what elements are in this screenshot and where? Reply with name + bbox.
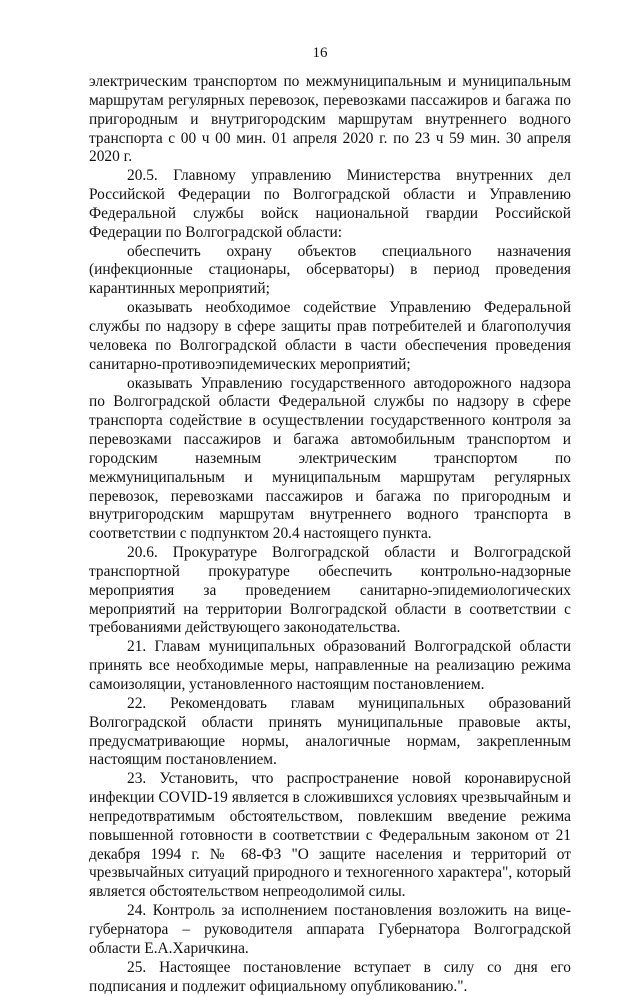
paragraph-20-6: 20.6. Прокуратуре Волгоградской области и Волгоградской транспортной прокуратуре обеспечить контрольно-надзорные мероприятия за проведением санитарно-эпидемиологических мероприятий на территории Волгоградской области в соответствии с требованиями действующего законодательства. xyxy=(89,544,571,637)
paragraph-20-5: 20.5. Главному управлению Министерства внутренних дел Российской Федерации по Волгоградской области и Управлению Федеральной службы войск национальной гвардии Российской Федерации по Волгоградской области: xyxy=(89,167,571,241)
paragraph-23: 23. Установить, что распространение новой коронавирусной инфекции COVID-19 является в сложившихся условиях чрезвычайным и непредотвратимым обстоятельством, повлекшим введение режима повышенной готовности в соответствии с Федеральным законом от 21 декабря 1994 г. № 68-ФЗ "О защите населения и территорий от чрезвычайных ситуаций природного и техногенного характера", который является обстоятельством непреодолимой силы. xyxy=(89,770,571,901)
paragraph-continuation: электрическим транспортом по межмуниципальным и муниципальным маршрутам регулярных перевозок, перевозками пассажиров и багажа по пригородным и внутригородским маршрутам внутреннего водного транспорта с 00 ч 00 мин. 01 апреля 2020 г. по 23 ч 59 мин. 30 апреля 2020 г. xyxy=(89,73,571,166)
paragraph-20-5-item-transport: оказывать Управлению государственного автодорожного надзора по Волгоградской области Федеральной службы по надзору в сфере транспорта содействие в осуществлении государственного контроля за перевозками пассажиров и багажа автомобильным транспортом и городским наземным электрическим транспортом по межмуниципальным и муниципальным маршрутам регулярных перевозок, перевозками пассажиров и багажа по пригородным и внутригородским маршрутам внутреннего водного транспорта в соответствии с подпунктом 20.4 настоящего пункта. xyxy=(89,374,571,543)
paragraph-20-5-item-security: обеспечить охрану объектов специального назначения (инфекционные стационары, обсерваторы) в период проведения карантинных мероприятий; xyxy=(89,242,571,298)
paragraph-22: 22. Рекомендовать главам муниципальных образований Волгоградской области принять муниципальные правовые акты, предусматривающие нормы, аналогичные нормам, закрепленным настоящим постановлением. xyxy=(89,694,571,769)
paragraph-24: 24. Контроль за исполнением постановления возложить на вице-губернатора – руководителя аппарата Губернатора Волгоградской области Е.А.Харичкина. xyxy=(89,902,571,957)
document-body xyxy=(89,73,571,996)
paragraph-21: 21. Главам муниципальных образований Волгоградской области принять все необходимые меры, направленные на реализацию режима самоизоляции, установленного настоящим постановлением. xyxy=(89,638,571,693)
page-number: 16 xyxy=(312,45,328,61)
paragraph-20-5-item-sanitary: оказывать необходимое содействие Управлению Федеральной службы по надзору в сфере защиты прав потребителей и благополучия человека по Волгоградской области в части обеспечения проведения санитарно-противоэпидемических мероприятий; xyxy=(89,299,571,373)
paragraph-25: 25. Настоящее постановление вступает в силу со дня его подписания и подлежит официальному опубликованию.". xyxy=(89,958,571,995)
